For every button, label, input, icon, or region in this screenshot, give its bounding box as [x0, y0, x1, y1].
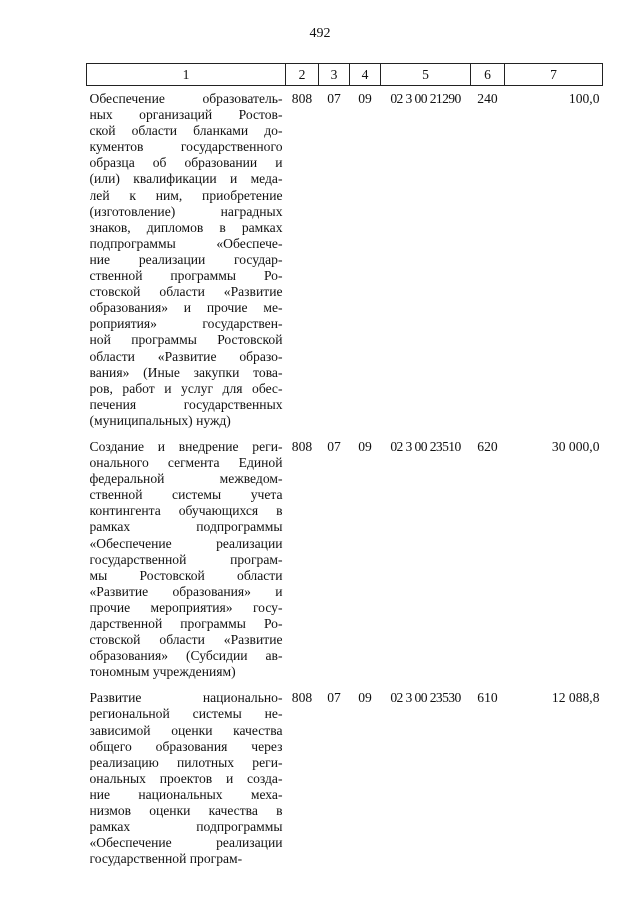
- target-article-cell: 02 3 00 23530: [390, 690, 461, 706]
- item-name-line: стовской области «Развитие: [89, 284, 283, 300]
- item-name-line: образца об образовании и: [89, 155, 283, 171]
- item-name-line: прочие мероприятия» госу-: [89, 599, 283, 615]
- item-name-line: федеральной межведом-: [89, 471, 283, 487]
- item-name-line: образования» (Субсидии ав-: [89, 648, 283, 664]
- expense-type-cell: 610: [477, 690, 498, 706]
- table-row: [87, 685, 603, 872]
- item-name-line: общего образования через: [89, 738, 283, 754]
- item-name-line: ственной программы Ро-: [89, 268, 283, 284]
- item-name-line: ональных проектов и созда-: [89, 770, 283, 786]
- item-name-line: ной программы Ростовской: [89, 332, 283, 348]
- table-body: [87, 86, 603, 873]
- item-name-line: знаков, дипломов в рамках: [89, 219, 283, 235]
- item-name-line: Обеспечение образователь-: [89, 91, 283, 106]
- item-name-line: роприятия» государствен-: [89, 316, 283, 332]
- item-name-cell: [87, 86, 286, 434]
- item-name-line: «Обеспечение реализации: [89, 835, 283, 851]
- column-number-1: 1: [87, 64, 286, 86]
- column-number-6: 6: [471, 64, 505, 86]
- item-name-line: Развитие национально-: [89, 690, 283, 706]
- item-name-line: лей к ним, приобретение: [89, 187, 283, 203]
- item-name-cell: [87, 434, 286, 685]
- item-name-line: (или) квалификации и меда-: [89, 171, 283, 187]
- subsection-code-cell: 09: [358, 690, 372, 706]
- item-name-line: государственной програм-: [89, 851, 243, 867]
- ministry-code-cell: 808: [291, 438, 313, 454]
- item-name-line: контингента обучающихся в: [89, 503, 283, 519]
- item-name-line: ние национальных меха-: [89, 786, 283, 802]
- item-name-line: тономным учреждениям): [89, 664, 236, 680]
- item-name-line: реализацию пилотных реги-: [89, 754, 283, 770]
- subsection-code-cell: 09: [358, 91, 372, 106]
- item-name-line: зависимой оценки качества: [89, 722, 283, 738]
- target-article-cell: 02 3 00 21290: [390, 91, 461, 106]
- column-number-2: 2: [286, 64, 319, 86]
- page-number: 492: [309, 26, 331, 41]
- item-name-line: подпрограммы «Обеспече-: [89, 235, 283, 251]
- sum-cell: 30 000,0: [551, 438, 600, 454]
- item-name-line: государственной програм-: [89, 551, 283, 567]
- column-number-3: 3: [319, 64, 350, 86]
- ministry-code-cell: 808: [291, 690, 313, 706]
- subsection-code-cell: 09: [358, 438, 372, 454]
- item-name-line: ние реализации государ-: [89, 251, 283, 267]
- table-row: [87, 86, 603, 434]
- sum-cell: 12 088,8: [551, 690, 600, 706]
- item-name-line: «Развитие образования» и: [89, 583, 283, 599]
- item-name-line: вания» (Иные закупки това-: [89, 364, 283, 380]
- item-name-line: ственной системы учета: [89, 487, 283, 503]
- item-name-line: рамках подпрограммы: [89, 519, 283, 535]
- item-name-line: рамках подпрограммы: [89, 819, 283, 835]
- column-number-header-row: [87, 64, 603, 86]
- section-code-cell: 07: [327, 438, 341, 454]
- column-number-5: 5: [381, 64, 471, 86]
- ministry-code-cell: 808: [291, 91, 313, 106]
- item-name-line: кументов государственного: [89, 139, 283, 155]
- section-code-cell: 07: [327, 690, 341, 706]
- item-name-line: образования» и прочие ме-: [89, 300, 283, 316]
- section-code-cell: 07: [327, 91, 341, 106]
- item-name-cell: [87, 685, 286, 872]
- item-name-line: ных организаций Ростов-: [89, 107, 283, 123]
- item-name-line: мы Ростовской области: [89, 567, 283, 583]
- item-name-line: онального сегмента Единой: [89, 455, 283, 471]
- table-row: [87, 434, 603, 685]
- item-name-line: стовской области «Развитие: [89, 632, 283, 648]
- item-name-line: ров, работ и услуг для обес-: [89, 380, 283, 396]
- item-name-line: низмов оценки качества в: [89, 803, 283, 819]
- item-name-line: «Обеспечение реализации: [89, 535, 283, 551]
- item-name-line: печения государственных: [89, 396, 283, 412]
- expense-type-cell: 620: [477, 438, 498, 454]
- expense-type-cell: 240: [477, 91, 498, 106]
- item-name-line: (муниципальных) нужд): [89, 412, 231, 428]
- item-name-line: Создание и внедрение реги-: [89, 438, 283, 454]
- sum-cell: 100,0: [568, 91, 600, 106]
- item-name-line: области «Развитие образо-: [89, 348, 283, 364]
- item-name-line: дарственной программы Ро-: [89, 616, 283, 631]
- item-name-line: ской области бланками до-: [89, 123, 283, 139]
- item-name-line: региональной системы не-: [89, 706, 283, 722]
- item-name-line: (изготовление) наградных: [89, 203, 283, 219]
- column-number-4: 4: [350, 64, 381, 86]
- budget-table: [86, 63, 603, 872]
- column-number-7: 7: [505, 64, 603, 86]
- target-article-cell: 02 3 00 23510: [390, 438, 461, 454]
